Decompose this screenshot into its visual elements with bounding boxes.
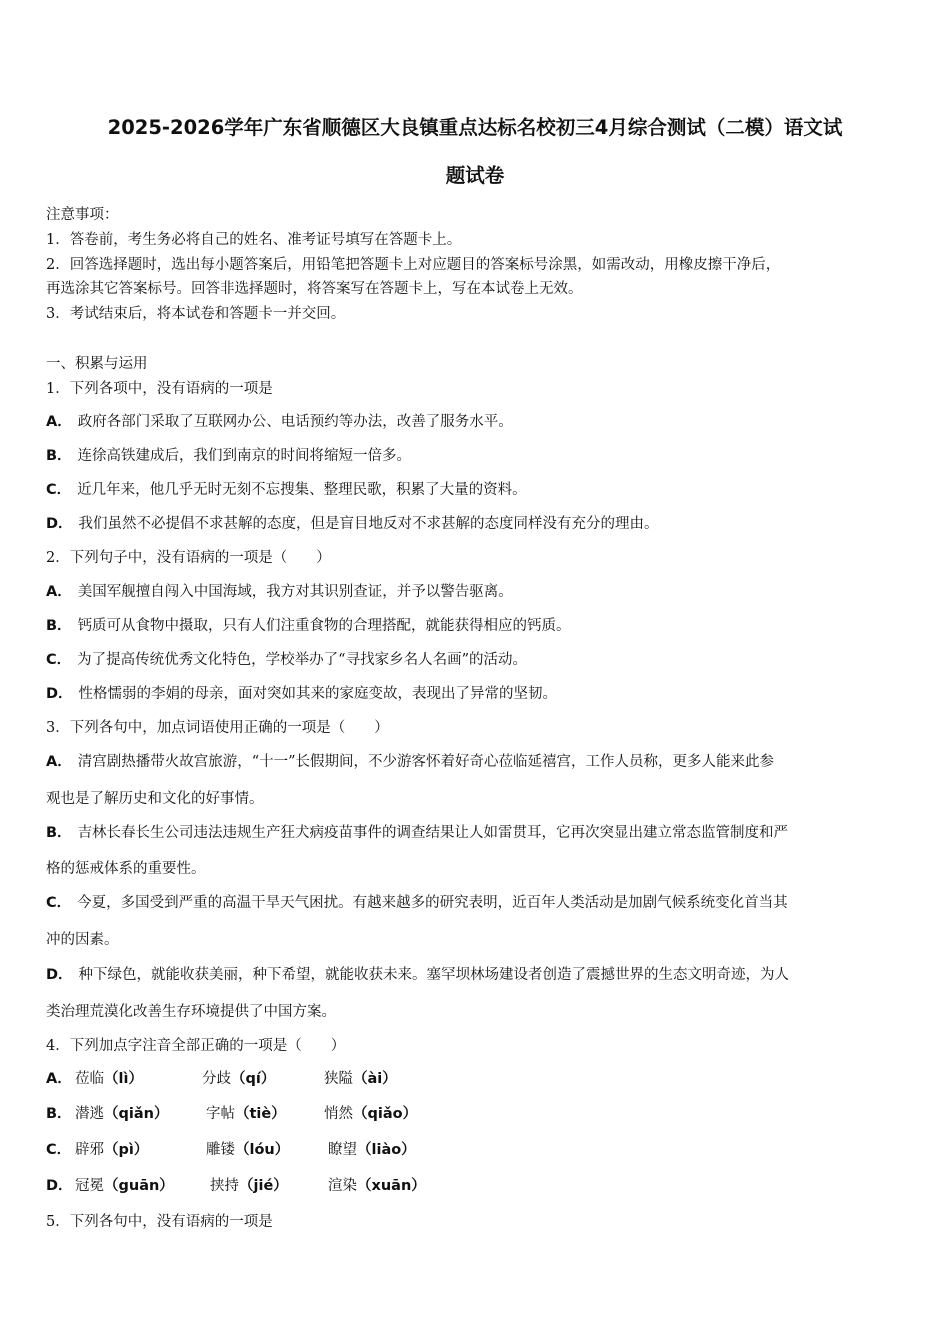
- option-text: 种下绿色，就能收获美丽，种下希望，就能收获未来。塞罕坝林场建设者创造了震撼世界的生态文明奇迹，为人: [78, 967, 790, 983]
- q3-option-c: [46, 891, 788, 912]
- q4-d-word: [75, 1174, 174, 1195]
- q1-option-b: [46, 444, 411, 465]
- q3-option-d-cont: 类治理荒漠化改善生存环境提供了中国方案。: [46, 1004, 336, 1020]
- option-text: 钙质可从食物中摄取，只有人们注重食物的合理搭配，就能获得相应的钙质。: [77, 618, 571, 634]
- question-2-stem: 2．下列句子中，没有语病的一项是（ ）: [46, 550, 331, 566]
- option-text: 连徐高铁建成后，我们到南京的时间将缩短一倍多。: [77, 448, 412, 464]
- q4-option-c: [46, 1138, 77, 1159]
- section-heading: 一、积累与运用: [46, 356, 148, 372]
- option-text: 美国军舰擅自闯入中国海域，我方对其识别查证，并予以警告驱离。: [77, 584, 513, 600]
- pinyin: （qiǎo）: [353, 1106, 418, 1122]
- q4-option-b: [46, 1102, 78, 1123]
- q2-option-d: [46, 682, 557, 703]
- option-text: 吉林长春长生公司违法违规生产狂犬病疫苗事件的调查结果让人如雷贯耳，它再次突显出建立常态监管制度和严: [77, 825, 789, 841]
- word: 字帖: [206, 1106, 235, 1122]
- word: 狭隘: [324, 1071, 353, 1087]
- option-text: 政府各部门采取了互联网办公、电话预约等办法，改善了服务水平。: [77, 414, 513, 430]
- option-label: B．: [46, 448, 72, 464]
- word: 辟邪: [75, 1142, 104, 1158]
- q4-b-word: [324, 1102, 417, 1123]
- pinyin: （lóu）: [235, 1142, 290, 1158]
- option-label: B．: [46, 618, 72, 634]
- question-5-stem: 5．下列各句中，没有语病的一项是: [46, 1214, 273, 1230]
- option-label: D．: [46, 686, 73, 702]
- notice-item: 3．考试结束后，将本试卷和答题卡一并交回。: [46, 306, 346, 322]
- notice-item: 1．答卷前，考生务必将自己的姓名、准考证号填写在答题卡上。: [46, 232, 462, 248]
- question-4-stem: 4．下列加点字注音全部正确的一项是（ ）: [46, 1038, 346, 1054]
- option-text: 为了提高传统优秀文化特色，学校举办了“寻找家乡名人名画”的活动。: [77, 652, 527, 668]
- notice-heading: 注意事项：: [46, 207, 119, 223]
- pinyin: （pì）: [104, 1142, 149, 1158]
- q4-d-word: [328, 1174, 426, 1195]
- q3-option-a-cont: 观也是了解历史和文化的好事情。: [46, 791, 264, 807]
- option-label: C．: [46, 482, 72, 498]
- word: 瞭望: [328, 1142, 357, 1158]
- q4-d-word: [210, 1174, 288, 1195]
- question-1-stem: 1．下列各项中，没有语病的一项是: [46, 381, 273, 397]
- word: 挟持: [210, 1178, 239, 1194]
- option-label: A．: [46, 754, 72, 770]
- q4-c-word: [328, 1138, 416, 1159]
- q1-option-a: [46, 410, 513, 431]
- q3-option-d: [46, 963, 789, 984]
- page-title-line2: 题试卷: [445, 164, 505, 187]
- option-text: 我们虽然不必提倡不求甚解的态度，但是盲目地反对不求甚解的态度同样没有充分的理由。: [78, 516, 659, 532]
- q4-b-word: [206, 1102, 286, 1123]
- word: 冠冕: [75, 1178, 104, 1194]
- q4-a-word: [202, 1067, 275, 1088]
- option-label: A．: [46, 414, 72, 430]
- q1-option-d: [46, 512, 659, 533]
- q3-option-a: [46, 750, 774, 771]
- option-text: 性格懦弱的李娟的母亲，面对突如其来的家庭变故，表现出了异常的坚韧。: [78, 686, 558, 702]
- q2-option-b: [46, 614, 571, 635]
- option-label: D．: [46, 1178, 73, 1194]
- word: 分歧: [202, 1071, 231, 1087]
- page-title-line1: 2025-2026学年广东省顺德区大良镇重点达标名校初三4月综合测试（二模）语文试: [107, 116, 843, 139]
- option-text: 今夏，多国受到严重的高温干旱天气困扰。有越来越多的研究表明，近百年人类活动是加剧气候系统变化首当其: [77, 895, 788, 911]
- pinyin: （tiè）: [235, 1106, 286, 1122]
- q2-option-c: [46, 648, 527, 669]
- pinyin: （qiǎn）: [104, 1106, 169, 1122]
- question-3-stem: 3．下列各句中，加点词语使用正确的一项是（ ）: [46, 720, 389, 736]
- option-text: 近几年来，他几乎无时无刻不忘搜集、整理民歌，积累了大量的资料。: [77, 482, 527, 498]
- notice-item: 再选涂其它答案标号。回答非选择题时，将答案写在答题卡上，写在本试卷上无效。: [46, 281, 583, 297]
- q4-b-word: [75, 1102, 168, 1123]
- pinyin: （lì）: [104, 1071, 143, 1087]
- pinyin: （guān）: [104, 1178, 174, 1194]
- option-label: A．: [46, 1071, 72, 1087]
- word: 悄然: [324, 1106, 353, 1122]
- word: 雕镂: [206, 1142, 235, 1158]
- pinyin: （xuān）: [357, 1178, 426, 1194]
- word: 潜逃: [75, 1106, 104, 1122]
- option-label: B．: [46, 1106, 72, 1122]
- q3-option-b: [46, 821, 788, 842]
- q4-option-d: [46, 1174, 79, 1195]
- option-label: C．: [46, 895, 72, 911]
- q4-c-word: [75, 1138, 148, 1159]
- option-label: C．: [46, 652, 72, 668]
- q4-option-a: [46, 1067, 78, 1088]
- option-label: B．: [46, 825, 72, 841]
- pinyin: （liào）: [357, 1142, 416, 1158]
- pinyin: （ài）: [353, 1071, 397, 1087]
- q3-option-b-cont: 格的惩戒体系的重要性。: [46, 861, 206, 877]
- word: 莅临: [75, 1071, 104, 1087]
- q4-a-word: [75, 1067, 143, 1088]
- pinyin: （qí）: [231, 1071, 276, 1087]
- word: 渲染: [328, 1178, 357, 1194]
- option-label: D．: [46, 967, 73, 983]
- option-label: A．: [46, 584, 72, 600]
- notice-item: 2．回答选择题时，选出每小题答案后，用铅笔把答题卡上对应题目的答案标号涂黑，如需改动，用橡皮擦干净后，: [46, 257, 781, 273]
- q2-option-a: [46, 580, 513, 601]
- pinyin: （jié）: [239, 1178, 288, 1194]
- q3-option-c-cont: 冲的因素。: [46, 932, 119, 948]
- q4-a-word: [324, 1067, 397, 1088]
- option-label: C．: [46, 1142, 72, 1158]
- q1-option-c: [46, 478, 527, 499]
- option-label: D．: [46, 516, 73, 532]
- q4-c-word: [206, 1138, 289, 1159]
- option-text: 清宫剧热播带火故宫旅游，“十一”长假期间，不少游客怀着好奇心莅临延禧宫，工作人员称，更多人能来此参: [77, 754, 775, 770]
